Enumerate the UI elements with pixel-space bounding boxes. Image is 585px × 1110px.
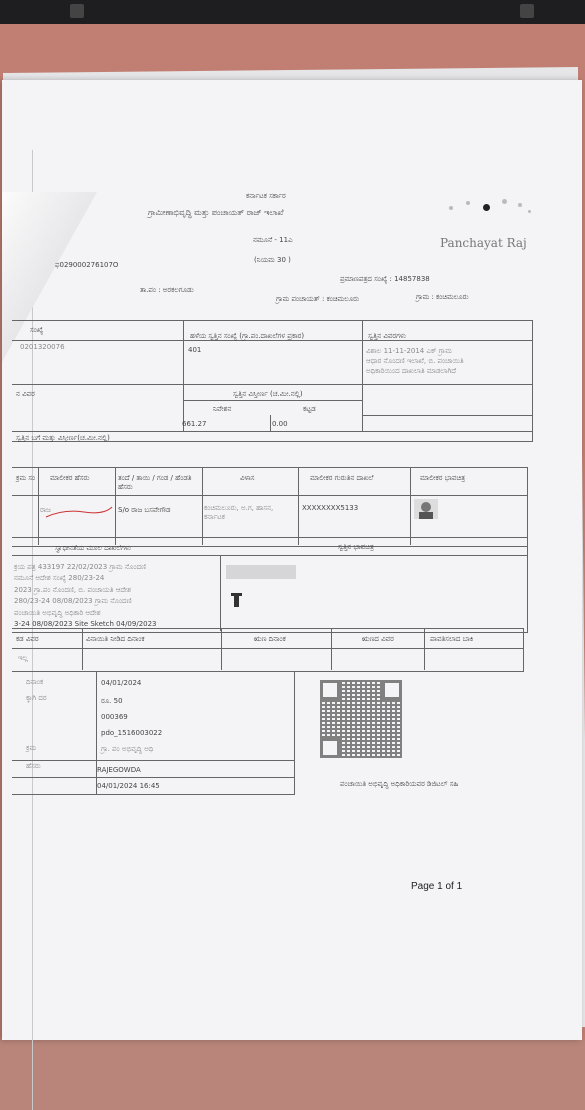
issue-date: 04/01/2024 [101,679,142,687]
area-site-value: 661.27 [182,420,207,428]
fee-amount: ರೂ. 50 [101,697,123,705]
document-line: 280/23-24 08/08/2023 ಗ್ರಾಮ ನೊಂದಣಿ [14,597,132,605]
area-header: ಸ್ವತ್ತಿನ ವಿಸ್ತೀರ್ಣ (ಚ.ಮೀ.ನಲ್ಲಿ) [233,390,303,398]
page-number: Page 1 of 1 [411,881,463,892]
village-name: ಗ್ರಾಮ : ಕಂಚಿಮಲೂರು [416,293,469,301]
dark-top-band [0,0,585,24]
owner-col-serial: ಕ್ರಮ ಸಂ [16,474,36,482]
area-site-header: ನಿವೇಶನ [213,405,232,413]
property-details-line: ವಿಶಾಲ 11-11-2014 ಎಕ್ ಗ್ರಾಮ [366,347,452,355]
gram-panchayat: ಗ್ರಾಮ ಪಂಚಾಯತ್ : ಕಂಚಿಮಲೂರು [276,295,360,303]
document-line: 2023 ಗ್ರಾ.ಪಂ ನೊಂದಣಿ, ಬಿ. ಪಂಚಾಯತಿ ಆದೇಶ [14,586,132,594]
panchayat-raj-logo-text: Panchayat Raj [440,236,527,250]
property-id-header: ಸಂಖ್ಯೆ [30,326,44,334]
taluk-panchayat: ತಾ.ಪಂ : ಅರಕಲಗೂಡು [140,286,194,294]
property-details-line: ಆಧಾರ ನೊಂದಣಿ ಇಲಾಖೆ, ಬಿ. ಪಂಚಾಯಿತಿ [366,357,464,365]
officer-name: RAJEGOWDA [97,766,141,774]
rule-number: (ನಿಯಮ 30 ) [254,256,291,264]
tax-col-loan-date: ಋಣ ದಿನಾಂಕ [254,635,286,643]
property-photo-header: ಸ್ವತ್ತಿನ ಭಾವಚಿತ್ರ [338,543,374,551]
property-type-footer: ಸ್ವತ್ತಿನ ಬಗೆ ಮತ್ತು ವಿಸ್ತೀರ್ಣ(ಚ.ಮೀ.ನಲ್ಲಿ) [16,434,110,442]
document-line: ನಮೂನೆ ಆದೇಶ ಸಂಖ್ಯೆ 280/23-24 [14,574,105,582]
officer-designation: ಗ್ರಾ. ಪಂ ಅಭಿವೃದ್ಧಿ ಅಧಿ [101,745,154,753]
property-details-line: ಅಧಿಕಾರಿಯಿಂದ ದಾಖಲಾತಿ ಮಾಡಲಾಗಿದೆ [366,367,457,375]
property-details-header: ಸ್ವತ್ತಿನ ವಿವರಗಳು [368,332,406,340]
tax-col-exemption-date: ವಿನಾಯಿತಿ ನೀಡಿದ ದಿನಾಂಕ [86,635,145,643]
certificate-number: ಪ್ರಮಾಣಪತ್ರದ ಸಂಖ್ಯೆ : 14857838 [340,275,430,283]
area-building-header: ಕಟ್ಟಡ [303,405,316,413]
property-id-value: 0201320076 [20,343,65,351]
owner-relation: S/o ರಾಜ ಬಸವೇಗೌಡ [118,506,171,514]
owner-col-id: ಮಾಲೀಕರ ಗುರುತಿನ ದಾಖಲೆ [310,474,374,482]
owner-col-relation: ತಂದೆ / ತಾಯಿ / ಗಂಡ / ಹೆಂಡತಿ ಹೆಸರು [118,474,192,491]
details-label: ಕ್ಕಾಗಿ ದರ [26,694,47,702]
tax-col-loan-details: ಋಣದ ವಿವರ [362,635,394,643]
document-line: ಪಂಚಾಯಿತಿ ಅಭಿವೃದ್ಧಿ ಅಧಿಕಾರಿ ಆದೇಶ [14,609,101,617]
old-property-number-value: 401 [188,346,202,354]
details-label: ಕ್ರಮ [26,744,37,752]
owner-col-name: ಮಾಲೀಕರ ಹೆಸರು [50,474,90,482]
receipt-number: 000369 [101,713,128,721]
qr-code [320,680,402,758]
old-property-number-header: ಹಳೆಯ ಸ್ವತ್ತಿನ ಸಂಖ್ಯೆ (ಗ್ರಾ.ಪಂ.ದಾಖಲೆಗಳ ಪ್ರಕಾರ) [190,332,305,340]
tax-row-label: ಇಲ್ಲ [18,654,28,662]
digital-signature-label: ಪಂಚಾಯಿತಿ ಅಭಿವೃದ್ಧಿ ಅಧಿಕಾರಿಯವರ ಡಿಜಿಟಲ್ ಸಹಿ [340,780,459,788]
band-slot [520,4,534,18]
officer-login: pdo_1516003022 [101,729,163,737]
owner-address: ಕಂಚಿಮಲೂರು, ಅ.ಗ, ಹಾಸನ, ಕರ್ನಾಟಕ [204,504,274,521]
owner-name: ರಾಜ [40,506,51,514]
area-building-value: 0.00 [272,420,288,428]
tax-col-details: ಕಡ ವಿವರ [16,635,39,643]
tax-col-paid-balance: ಪಾವತಿಸಲಾದ ಬಾಕಿ [430,635,474,643]
govt-title: ಕರ್ನಾಟಕ ಸರ್ಕಾರ [246,192,286,200]
signed-timestamp: 04/01/2024 16:45 [97,782,160,790]
band-slot [70,4,84,18]
property-description-label: ನ ವಿವರ [16,390,35,398]
owner-id-document: XXXXXXXX5133 [302,504,359,512]
document-line: ಕ್ರಯ ಪತ್ರ 433197 22/02/2023 ಗ್ರಾಮ ನೊಂದಣಿ [14,563,147,571]
reference-number: ಫ029000276107O [55,261,119,269]
owner-col-address: ವಿಳಾಸ [240,474,255,482]
details-label: ಹೆಸರು [26,762,41,770]
details-label: ದಿನಾಂಕ [26,678,44,686]
document-line: 3-24 08/08/2023 Site Sketch 04/09/2023 [14,620,157,628]
handwritten-mark [44,505,114,519]
property-photo-thumbnail [226,565,296,610]
dept-title: ಗ್ರಾಮೀಣಾಭಿವೃದ್ಧಿ ಮತ್ತು ಪಂಚಾಯತ್ ರಾಜ್ ಇಲಾಖೆ [148,208,284,217]
owner-photo [414,499,438,519]
form-number: ನಮೂನೆ - 11ಎ [253,236,293,244]
ownership-documents-header: ಸ್ವಾಧೀನತೆಯ ಮೂಲ ದಾಖಲೆಗಳು [55,544,131,552]
owner-col-photo: ಮಾಲೀಕರ ಭಾವಚಿತ್ರ [420,474,466,482]
